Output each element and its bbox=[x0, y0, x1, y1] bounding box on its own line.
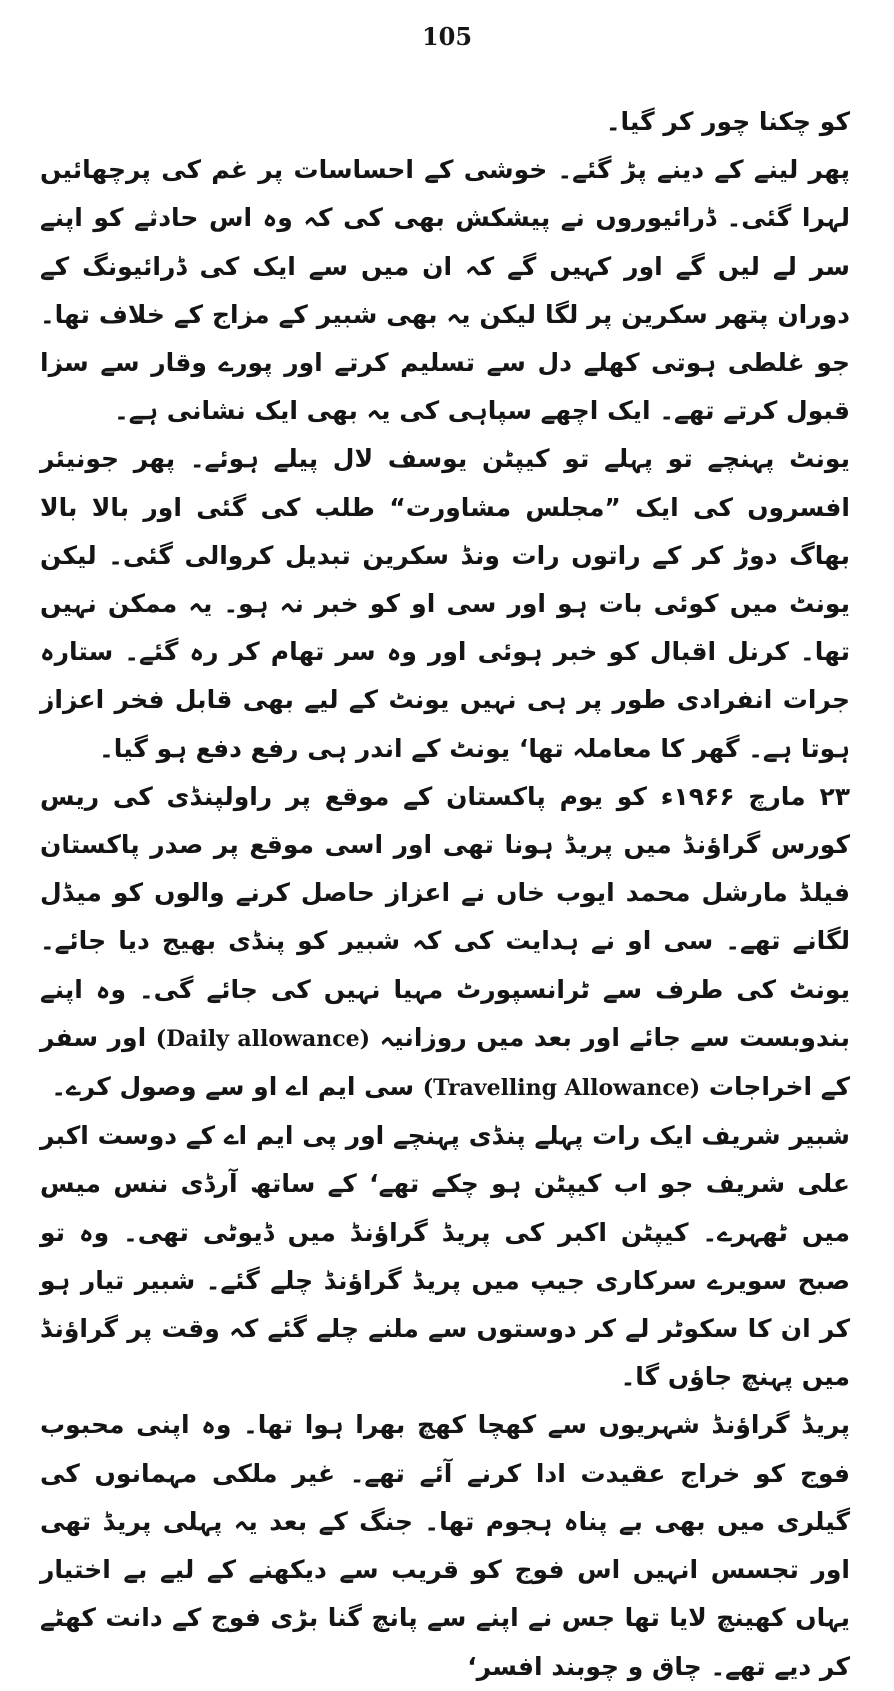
paragraph-6: پریڈ گراؤنڈ شہریوں سے کھچا کھچ بھرا ہوا تھا۔ وہ اپنی محبوب فوج کو خراج عقیدت ادا کرنے آئے تھے۔ غیر ملکی مہمانوں کی گیلری میں بھی بے پناہ ہجوم تھا۔ جنگ کے بعد یہ پہلی پریڈ تھی اور تجسس انہیں اس فوج کو قریب سے دیکھنے کے لیے بے اختیار یہاں کھینچ لایا تھا جس نے اپنے سے پانچ گنا بڑی فوج کے دانت کھٹے کر دیے تھے۔ چاق و چوبند افسر‘ bbox=[40, 1410, 850, 1681]
daily-allowance-term: (Daily allowance) bbox=[155, 1025, 371, 1052]
paragraph-4-text-after: سی ایم اے او سے وصول کرے۔ bbox=[51, 1072, 415, 1102]
paragraph-3: یونٹ پہنچے تو پہلے تو کیپٹن یوسف لال پیلے ہوئے۔ پھر جونیئر افسروں کی ایک ”مجلس مشاورت“ طلب کی گئی اور بالا بالا بھاگ دوڑ کر کے راتوں رات ونڈ سکرین تبدیل کروالی گئی۔ لیکن یونٹ میں کوئی بات ہو اور سی او کو خبر نہ ہو۔ یہ ممکن نہیں تھا۔ کرنل اقبال کو خبر ہوئی اور وہ سر تھام کر رہ گئے۔ ستارہ جرات انفرادی طور پر ہی نہیں یونٹ کے لیے بھی قابل فخر اعزاز ہوتا ہے۔ گھر کا معاملہ تھا‘ یونٹ کے اندر ہی رفع دفع ہو گیا۔ bbox=[40, 444, 850, 763]
paragraph-4 bbox=[40, 773, 850, 1112]
travelling-allowance-term: (Travelling Allowance) bbox=[422, 1075, 701, 1102]
paragraph-4-text-middle: اور سفر کے اخراجات bbox=[40, 1022, 850, 1102]
page-text bbox=[40, 98, 850, 1691]
paragraph-4-text-before: ۲۳ مارچ ۱۹۶۶ء کو یوم پاکستان کے موقع پر راولپنڈی کی ریس کورس گراؤنڈ میں پریڈ ہونا تھی اور اسی موقع پر صدر پاکستان فیلڈ مارشل محمد ایوب خاں نے اعزاز حاصل کرنے والوں کو میڈل لگانے تھے۔ سی او نے ہدایت کی کہ شبیر کو پنڈی بھیج دیا جائے۔ یونٹ کی طرف سے ٹرانسپورٹ مہیا نہیں کی جائے گی۔ وہ اپنے بندوبست سے جائے اور بعد میں روزانیہ bbox=[40, 781, 850, 1052]
page-number: 105 bbox=[421, 22, 473, 51]
paragraph-2: پھر لینے کے دینے پڑ گئے۔ خوشی کے احساسات پر غم کی پرچھائیں لہرا گئی۔ ڈرائیوروں نے پیشکش بھی کی کہ وہ اس حادثے کو اپنے سر لے لیں گے اور کہیں گے کہ ان میں سے ایک کی ڈرائیونگ کے دوران پتھر سکرین پر لگا لیکن یہ بھی شبیر کے مزاج کے خلاف تھا۔ جو غلطی ہوتی کھلے دل سے تسلیم کرتے اور پورے وقار سے سزا قبول کرتے تھے۔ ایک اچھے سپاہی کی یہ بھی ایک نشانی ہے۔ bbox=[40, 155, 850, 426]
paragraph-1: کو چکنا چور کر گیا۔ bbox=[605, 107, 850, 136]
paragraph-5: شبیر شریف ایک رات پہلے پنڈی پہنچے اور پی ایم اے کے دوست اکبر علی شریف جو اب کیپٹن ہو چکے تھے‘ کے ساتھ آرڈی ننس میس میں ٹھہرے۔ کیپٹن اکبر کی پریڈ گراؤنڈ میں ڈیوٹی تھی۔ وہ تو صبح سویرے سرکاری جیپ میں پریڈ گراؤنڈ چلے گئے۔ شبیر تیار ہو کر ان کا سکوٹر لے کر دوستوں سے ملنے چلے گئے کہ وقت پر گراؤنڈ میں پہنچ جاؤں گا۔ bbox=[40, 1121, 850, 1392]
